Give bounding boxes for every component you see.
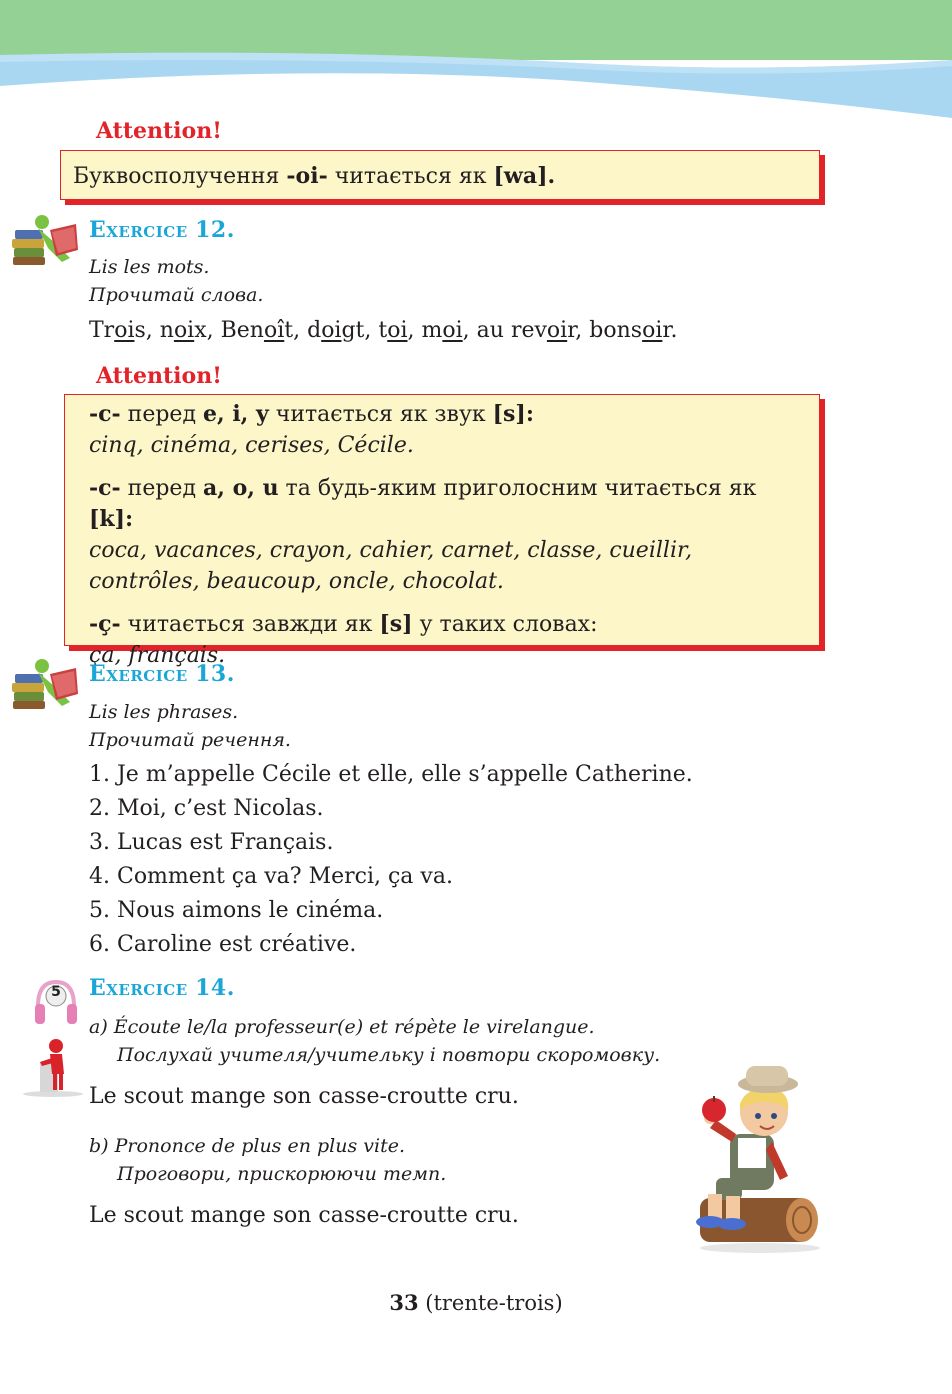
word: noix, xyxy=(159,318,221,343)
attention-label-2: Attention! xyxy=(96,363,222,389)
sentence-list xyxy=(89,758,693,962)
rule-1-examples: cinq, cinéma, cerises, Cécile. xyxy=(89,433,414,458)
exercise-number: 14. xyxy=(195,975,235,1001)
rule-bold-wa: [wa]. xyxy=(493,163,556,189)
instruction-ua: Прочитай слова. xyxy=(89,284,264,306)
instruction-fr: Lis les mots. xyxy=(89,256,210,278)
instruction-ua: Прочитай речення. xyxy=(89,729,291,751)
word: Trois, xyxy=(89,318,160,343)
instruction-b-ua: Проговори, прискорюючи темп. xyxy=(117,1163,447,1185)
tongue-twister-1: Le scout mange son casse-croutte cru. xyxy=(89,1084,519,1109)
instruction-a-ua: Послухай учителя/учительку і повтори скоромовку. xyxy=(117,1044,661,1066)
word: moi, xyxy=(421,318,477,343)
instruction-b-fr: b) Prononce de plus en plus vite. xyxy=(89,1135,405,1157)
rule-text: Буквосполучення xyxy=(73,164,287,189)
rule-2: -c- перед a, o, u та будь-яким приголосним читається як [k]: xyxy=(89,475,757,532)
attention-box-c xyxy=(64,394,820,668)
rule-bold-oi: -oi- xyxy=(286,163,328,189)
page-number-word: (trente-trois) xyxy=(418,1291,563,1315)
word-list xyxy=(89,314,677,348)
exercise-12-title xyxy=(89,217,235,243)
list-item: 4. Comment ça va? Merci, ça va. xyxy=(89,864,453,889)
list-item: 2. Moi, c’est Nicolas. xyxy=(89,796,324,821)
instruction-fr: Lis les phrases. xyxy=(89,701,239,723)
exercise-word: Exercice xyxy=(89,975,188,1001)
page-number-digits: 33 xyxy=(389,1290,419,1315)
tongue-twister-2: Le scout mange son casse-croutte cru. xyxy=(89,1203,519,1228)
rule-2-examples: coca, vacances, crayon, cahier, carnet, classe, cueillir, contrôles, beaucoup, oncle, chocolat. xyxy=(89,538,693,594)
attention-box-oi xyxy=(60,150,820,200)
exercise-number: 13. xyxy=(195,661,235,687)
rule-3-examples: ça, français. xyxy=(89,643,226,668)
headphones-audio-icon xyxy=(34,976,78,1030)
track-number: 5 xyxy=(51,984,61,1000)
list-item: 5. Nous aimons le cinéma. xyxy=(89,898,384,923)
rule-text: читається як xyxy=(327,164,494,189)
attention-label-1: Attention! xyxy=(96,118,222,144)
exercise-13-title xyxy=(89,661,235,687)
page-number xyxy=(0,1290,952,1315)
rule-1: -c- перед e, i, y читається як звук [s]: xyxy=(89,401,534,427)
list-item: 3. Lucas est Français. xyxy=(89,830,334,855)
exercise-14-title xyxy=(89,975,235,1001)
list-item: 6. Caroline est créative. xyxy=(89,932,357,957)
word: au revoir, xyxy=(476,318,590,343)
teacher-figure-icon xyxy=(22,1036,84,1098)
books-reader-icon xyxy=(10,212,82,272)
rule-3: -ç- читається завжди як [s] у таких словах: xyxy=(89,611,598,637)
books-reader-icon xyxy=(10,656,82,716)
exercise-number: 12. xyxy=(195,217,235,243)
word: toi, xyxy=(378,318,422,343)
exercise-word: Exercice xyxy=(89,661,188,687)
header-band xyxy=(0,0,952,120)
exercise-word: Exercice xyxy=(89,217,188,243)
boy-with-apple-illustration xyxy=(680,1058,830,1254)
word: Benoît, xyxy=(220,318,308,343)
instruction-a-fr: a) Écoute le/la professeur(e) et répète le virelangue. xyxy=(89,1016,595,1038)
word: doigt, xyxy=(307,318,379,343)
word: bonsoir. xyxy=(589,318,678,343)
list-item: 1. Je m’appelle Cécile et elle, elle s’appelle Catherine. xyxy=(89,762,693,787)
